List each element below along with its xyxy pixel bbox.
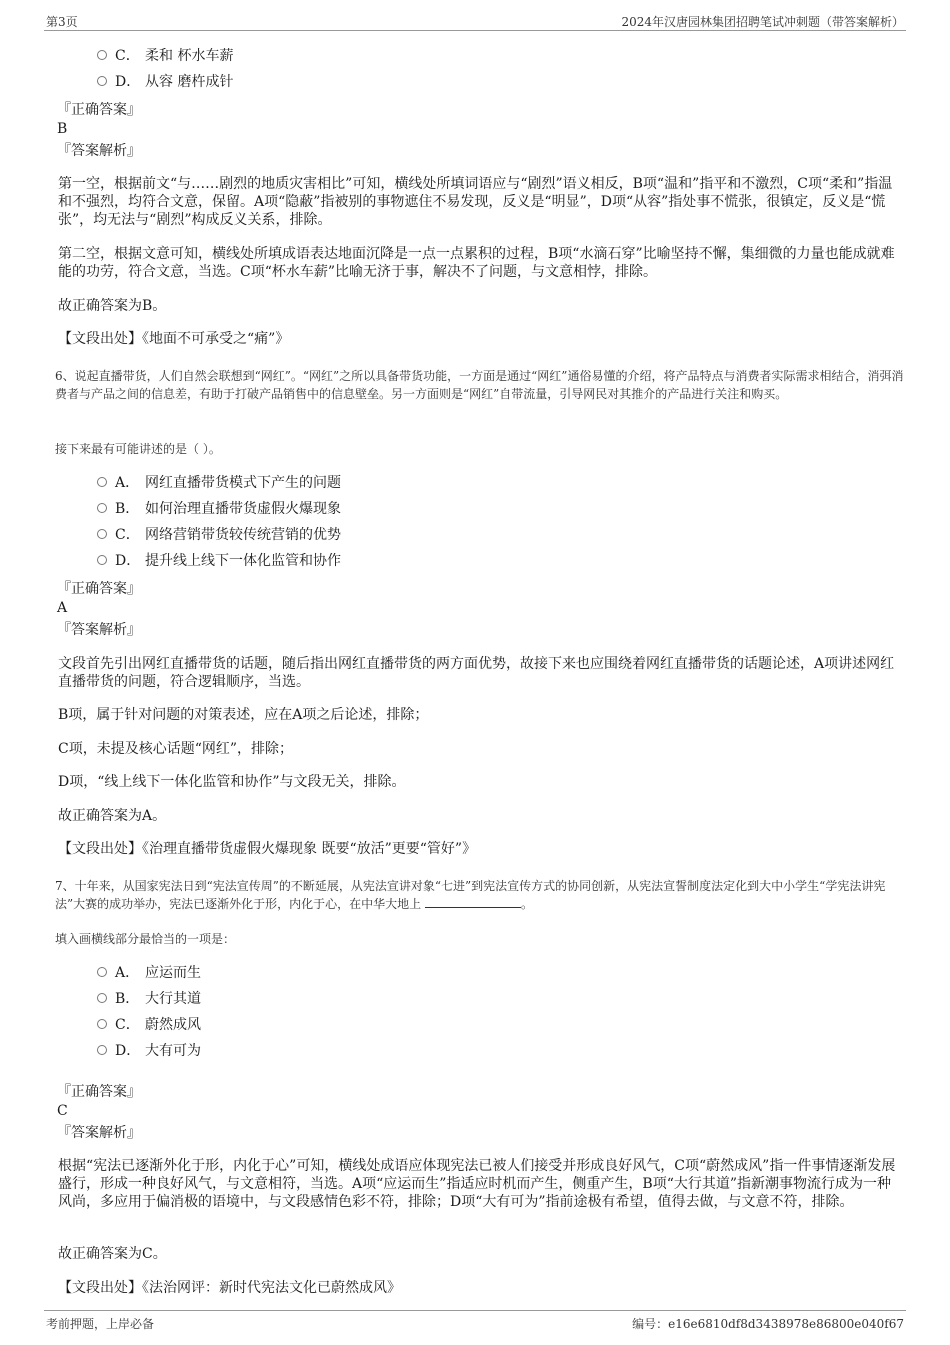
radio-icon[interactable] [97, 993, 107, 1003]
fill-blank [425, 895, 521, 908]
q6-option-a[interactable] [97, 473, 341, 493]
q6-prompt: 接下来最有可能讲述的是（ ）。 [55, 442, 221, 456]
option-text: 蔚然成风 [145, 1017, 201, 1033]
radio-icon[interactable] [97, 477, 107, 487]
option-letter: D． [115, 1043, 141, 1059]
document-title: 2024年汉唐园林集团招聘笔试冲刺题（带答案解析） [621, 15, 904, 29]
q5-source: 【文段出处】《地面不可承受之“痛”》 [58, 331, 290, 347]
q6-analysis-paragraph-1: 文段首先引出网红直播带货的话题，随后指出网红直播带货的两方面优势，故接下来也应围绕着网红直播带货的话题论述，A项讲述网红直播带货的问题，符合逻辑顺序，当选。 [58, 656, 895, 690]
radio-icon[interactable] [97, 555, 107, 565]
option-text: 提升线上线下一体化监管和协作 [145, 553, 341, 569]
q6-analysis-label: 『答案解析』 [57, 622, 141, 638]
option-text: 柔和 杯水车薪 [145, 48, 234, 64]
q7-source: 【文段出处】《法治网评：新时代宪法文化已蔚然成风》 [58, 1280, 401, 1296]
option-letter: D． [115, 553, 141, 569]
option-text: 如何治理直播带货虚假火爆现象 [145, 501, 341, 517]
q6-answer-label: 『正确答案』 [57, 581, 141, 597]
header-divider [44, 30, 906, 31]
footer-code: 编号：e16e6810df8d3438978e86800e040f67 [632, 1317, 904, 1331]
q6-analysis-paragraph-3: C项，未提及核心话题“网红”，排除； [58, 741, 294, 757]
option-text: 网红直播带货模式下产生的问题 [145, 475, 341, 491]
q5-answer-label: 『正确答案』 [57, 102, 141, 118]
option-letter: B． [115, 991, 140, 1007]
q6-answer: A [57, 600, 68, 616]
radio-icon[interactable] [97, 529, 107, 539]
q5-analysis-label: 『答案解析』 [57, 143, 141, 159]
footer-divider [44, 1310, 906, 1311]
option-text: 应运而生 [145, 965, 201, 981]
page-number: 第3页 [46, 15, 78, 29]
option-letter: C． [115, 1017, 140, 1033]
q6-source: 【文段出处】《治理直播带货虚假火爆现象 既要“放活”更要“管好”》 [58, 841, 477, 857]
radio-icon[interactable] [97, 76, 107, 86]
option-letter: D． [115, 74, 141, 90]
option-text: 从容 磨杵成针 [145, 74, 234, 90]
option-text: 网络营销带货较传统营销的优势 [145, 527, 341, 543]
q7-stem [55, 877, 905, 913]
q7-analysis-paragraph-1: 根据“宪法已逐渐外化于形，内化于心”可知，横线处成语应体现宪法已被人们接受并形成良好风气，C项“蔚然成风”指一件事情逐渐发展盛行，形成一种良好风气，与文意相符，当选。A项“应运而生”指适应时机而产生，侧重产生，B项“大行其道”指新潮事物流行成为一种风尚，多应用于偏消极的语境中，与文段感情色彩不符，排除；D项“大有可为”指前途极有希望，值得去做，与文意不符，排除。 [58, 1158, 896, 1210]
q7-stem-end: 。 [520, 897, 533, 911]
q5-conclusion: 故正确答案为B。 [58, 298, 167, 314]
q7-answer-label: 『正确答案』 [57, 1084, 141, 1100]
q7-option-c[interactable] [97, 1015, 201, 1035]
radio-icon[interactable] [97, 1019, 107, 1029]
radio-icon[interactable] [97, 1045, 107, 1055]
option-letter: A． [115, 475, 140, 491]
q6-option-d[interactable] [97, 551, 341, 571]
q7-answer: C [57, 1103, 68, 1119]
option-text: 大行其道 [145, 991, 201, 1007]
radio-icon[interactable] [97, 503, 107, 513]
q7-prompt: 填入画横线部分最恰当的一项是： [55, 932, 236, 946]
option-text: 大有可为 [145, 1043, 201, 1059]
q5-option-c[interactable] [97, 46, 233, 66]
q6-option-b[interactable] [97, 499, 341, 519]
option-letter: C． [115, 527, 140, 543]
q6-analysis-paragraph-4: D项，“线上线下一体化监管和协作”与文段无关，排除。 [58, 774, 406, 790]
q7-conclusion: 故正确答案为C。 [58, 1246, 167, 1262]
q5-option-d[interactable] [97, 72, 233, 92]
q6-stem: 6、说起直播带货，人们自然会联想到“网红”。“网红”之所以具备带货功能，一方面是通过“网红”通俗易懂的介绍，将产品特点与消费者实际需求相结合，消弭消费者与产品之间的信息差，有助于打破产品销售中的信息壁垒。另一方面则是“网红”自带流量，引导网民对其推介的产品进行关注和购买。 [55, 369, 904, 401]
q7-option-b[interactable] [97, 989, 201, 1009]
radio-icon[interactable] [97, 50, 107, 60]
footer-slogan: 考前押题，上岸必备 [46, 1317, 155, 1331]
q5-answer: B [57, 121, 68, 137]
q6-conclusion: 故正确答案为A。 [58, 808, 167, 824]
radio-icon[interactable] [97, 967, 107, 977]
q7-option-d[interactable] [97, 1041, 201, 1061]
q6-analysis-paragraph-2: B项，属于针对问题的对策表述，应在A项之后论述，排除； [58, 707, 429, 723]
option-letter: C． [115, 48, 140, 64]
q5-analysis-paragraph-1: 第一空，根据前文“与……剧烈的地质灾害相比”可知，横线处所填词语应与“剧烈”语义相反，B项“温和”指平和不激烈，C项“柔和”指温和不强烈，均符合文意，保留。A项“隐蔽”指被别的事物遮住不易发现，反义是“明显”，D项“从容”指处事不慌张，很镇定，反义是“慌张”，均无法与“剧烈”构成反义关系，排除。 [58, 176, 893, 228]
q7-option-a[interactable] [97, 963, 201, 983]
q7-analysis-label: 『答案解析』 [57, 1125, 141, 1141]
q7-stem-text: 7、十年来，从国家宪法日到“宪法宣传周”的不断延展，从宪法宣讲对象“七进”到宪法宣传方式的协同创新，从宪法宣誓制度法定化到大中小学生“学宪法讲宪法”大赛的成功举办，宪法已逐渐外化于形，内化于心，在中华大地上 [55, 879, 886, 911]
q5-analysis-paragraph-2: 第二空，根据文意可知，横线处所填成语表达地面沉降是一点一点累积的过程，B项“水滴石穿”比喻坚持不懈，集细微的力量也能成就难能的功劳，符合文意，当选。C项“杯水车薪”比喻无济于事，解决不了问题，与文意相悖，排除。 [58, 246, 895, 280]
option-letter: A． [115, 965, 140, 981]
option-letter: B． [115, 501, 140, 517]
q6-option-c[interactable] [97, 525, 341, 545]
